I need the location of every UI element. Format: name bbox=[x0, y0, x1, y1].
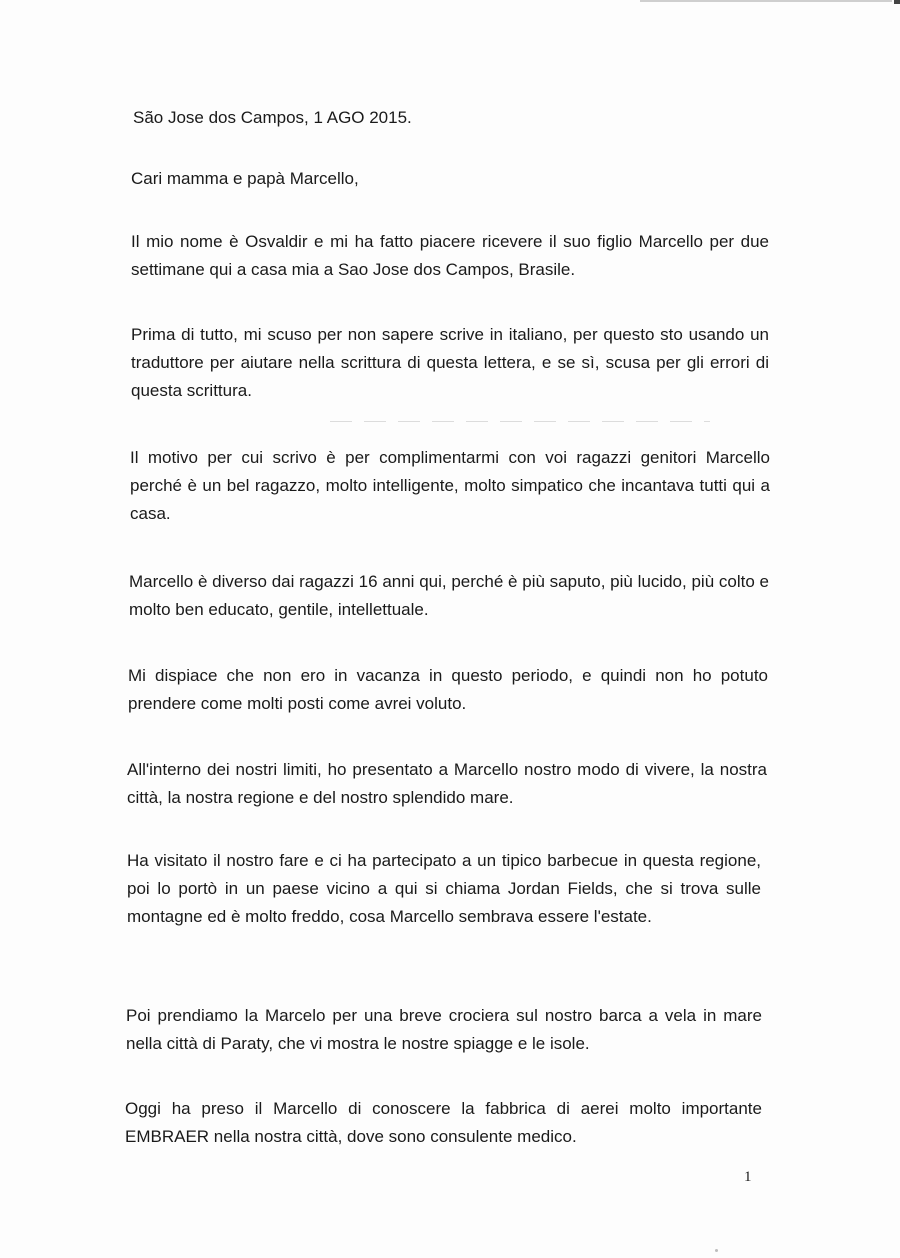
letter-paragraph-3: Il motivo per cui scrivo è per complimentarmi con voi ragazzi genitori Marcello perché è un bel ragazzo, molto intelligente, molto simpatico che incantava tutti qui a casa. bbox=[130, 448, 770, 523]
letter-paragraph-7: Ha visitato il nostro fare e ci ha partecipato a un tipico barbecue in questa regione, poi lo portò in un paese vicino a qui si chiama Jordan Fields, che si trova sulle montagne ed è molto freddo, cosa Marcello sembrava essere l'estate. bbox=[127, 851, 761, 926]
letter-paragraph-6: All'interno dei nostri limiti, ho presentato a Marcello nostro modo di vivere, la nostra città, la nostra regione e del nostro splendido mare. bbox=[127, 760, 767, 807]
letter-paragraph-8: Poi prendiamo la Marcelo per una breve crociera sul nostro barca a vela in mare nella città di Paraty, che vi mostra le nostre spiagge e le isole. bbox=[126, 1006, 762, 1053]
letter-paragraph-9: Oggi ha preso il Marcello di conoscere la fabbrica di aerei molto importante EMBRAER nella nostra città, dove sono consulente medico. bbox=[125, 1099, 762, 1146]
letter-salutation: Cari mamma e papà Marcello, bbox=[131, 169, 359, 188]
letter-paragraph-2: Prima di tutto, mi scuso per non sapere scrive in italiano, per questo sto usando un traduttore per aiutare nella scrittura di questa lettera, e se sì, scusa per gli errori di questa scrittura. bbox=[131, 325, 769, 400]
scan-speck bbox=[715, 1249, 718, 1252]
scan-edge-corner bbox=[894, 0, 900, 4]
page-number: 1 bbox=[744, 1169, 752, 1185]
scan-edge-top bbox=[640, 0, 892, 2]
letter-paragraph-5: Mi dispiace che non ero in vacanza in questo periodo, e quindi non ho potuto prendere come molti posti come avrei voluto. bbox=[128, 666, 768, 713]
scan-fold-line bbox=[330, 421, 710, 422]
letter-dateline: São Jose dos Campos, 1 AGO 2015. bbox=[133, 108, 412, 127]
letter-paragraph-1: Il mio nome è Osvaldir e mi ha fatto piacere ricevere il suo figlio Marcello per due settimane qui a casa mia a Sao Jose dos Campos, Brasile. bbox=[131, 232, 769, 279]
letter-paragraph-4: Marcello è diverso dai ragazzi 16 anni qui, perché è più saputo, più lucido, più colto e molto ben educato, gentile, intellettuale. bbox=[129, 572, 769, 619]
